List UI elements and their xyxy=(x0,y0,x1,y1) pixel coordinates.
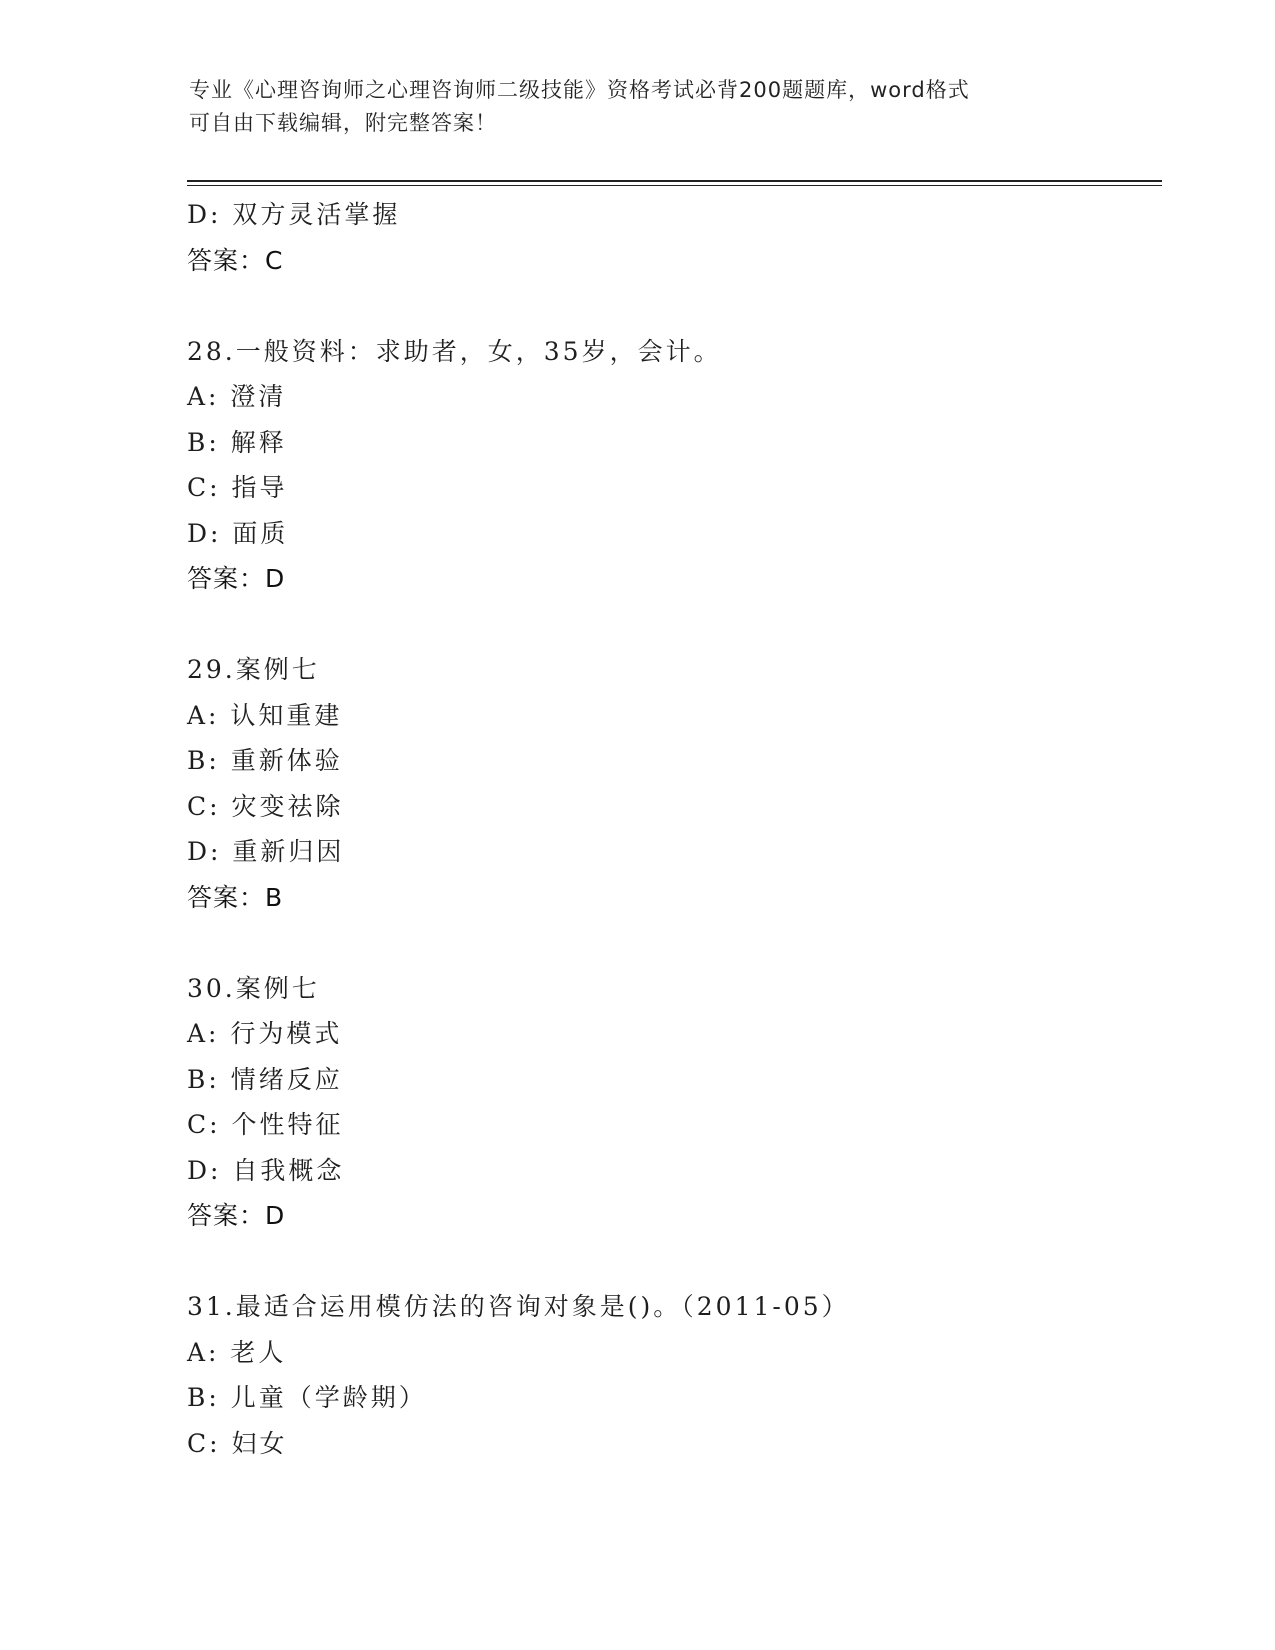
option-line: B: 解释 xyxy=(187,427,287,457)
option-line: C: 个性特征 xyxy=(187,1110,344,1139)
option-line: B: 重新体验 xyxy=(187,746,343,775)
question-stem: 31.最适合运用模仿法的咨询对象是()。（2011-05） xyxy=(187,1292,850,1321)
question-28 xyxy=(187,329,1162,602)
question-stem: 30.案例七 xyxy=(187,973,320,1003)
question-list xyxy=(187,192,1162,1466)
header-divider-thin xyxy=(187,185,1162,186)
question-stem: 28.一般资料：求助者，女，35岁，会计。 xyxy=(187,336,722,366)
question-30 xyxy=(187,966,1162,1239)
option-line: A: 澄清 xyxy=(187,382,287,411)
option-line: C: 妇女 xyxy=(187,1428,288,1458)
header-divider-thick xyxy=(187,180,1162,182)
spacer xyxy=(187,602,1162,648)
option-line: D: 自我概念 xyxy=(187,1155,345,1185)
answer-line: 答案：C xyxy=(187,245,284,275)
spacer xyxy=(187,920,1162,966)
option-line: A: 老人 xyxy=(187,1337,287,1367)
option-line: C: 灾变祛除 xyxy=(187,791,344,821)
question-31 xyxy=(187,1284,1162,1466)
option-line: B: 情绪反应 xyxy=(187,1064,343,1094)
option-line: B: 儿童（学龄期） xyxy=(187,1383,427,1412)
spacer xyxy=(187,1239,1162,1285)
answer-line: 答案：D xyxy=(187,564,286,593)
option-line: D: 面质 xyxy=(187,518,289,548)
header-line-2: 可自由下载编辑，附完整答案！ xyxy=(189,111,497,135)
document-header xyxy=(189,74,1089,140)
answer-line: 答案：D xyxy=(187,1201,286,1230)
option-line: A: 认知重建 xyxy=(187,700,343,730)
option-line: A: 行为模式 xyxy=(187,1019,343,1048)
question-stem: 29.案例七 xyxy=(187,655,320,684)
option-line: C: 指导 xyxy=(187,473,288,502)
answer-line: 答案：B xyxy=(187,882,284,912)
header-line-1: 专业《心理咨询师之心理咨询师二级技能》资格考试必背200题题库，word格式 xyxy=(189,78,970,102)
option-line: D: 双方灵活掌握 xyxy=(187,200,401,229)
option-line: D: 重新归因 xyxy=(187,837,345,866)
spacer xyxy=(187,283,1162,329)
question-29 xyxy=(187,647,1162,920)
